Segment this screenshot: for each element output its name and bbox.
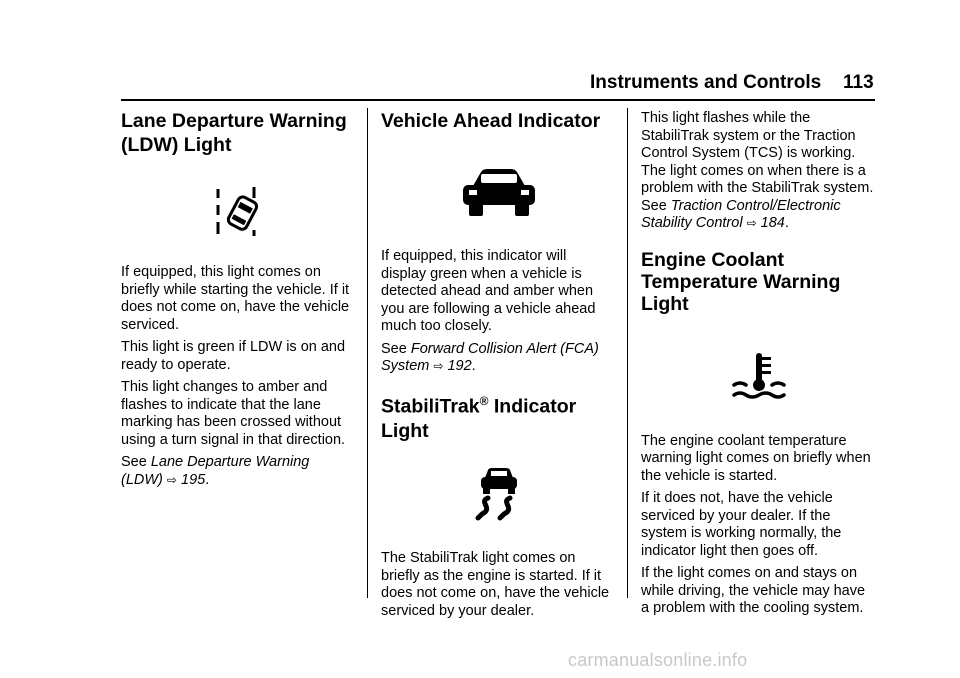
header-rule: [121, 99, 875, 101]
vehicle-ahead-icon: [459, 168, 539, 218]
text-line: using a turn signal in that direction.: [121, 431, 346, 448]
text-line: marking has been crossed without: [121, 414, 342, 430]
text-line: briefly while starting the vehicle. If it: [121, 281, 350, 298]
vehicle-ahead-see-reference: [381, 341, 616, 376]
column-divider: [627, 108, 628, 598]
stabilitrak-icon: [472, 466, 526, 524]
page-arrow-icon: ⇨: [166, 472, 177, 487]
heading-text: Indicator: [488, 395, 577, 417]
registered-mark: ®: [479, 393, 489, 408]
text-line: If equipped, this indicator will: [381, 248, 567, 264]
text-line: warning light comes on briefly when: [641, 450, 871, 466]
text-line: The StabiliTrak light comes on: [381, 550, 576, 566]
heading-text: StabiliTrak: [381, 395, 480, 417]
text-line: does not come on, have the vehicle: [381, 585, 610, 601]
text-line: display green when a vehicle is: [381, 265, 582, 282]
period: .: [205, 471, 210, 488]
text-line: serviced.: [121, 316, 180, 333]
text-line: If equipped, this light comes on: [121, 264, 321, 280]
page-reference[interactable]: 195: [181, 471, 206, 488]
heading-line: Light: [381, 420, 429, 442]
ldw-heading: [121, 110, 356, 156]
text-line: If it does not, have the vehicle: [641, 490, 833, 506]
page-number: 113: [843, 72, 874, 93]
lane-departure-icon: [209, 184, 269, 242]
ldw-see-reference: [121, 454, 356, 489]
ldw-para-2: [121, 339, 356, 374]
column-divider: [367, 108, 368, 598]
text-line: ready to operate.: [121, 356, 231, 373]
vehicle-ahead-heading: Vehicle Ahead Indicator: [381, 110, 601, 132]
page-arrow-icon: ⇨: [746, 216, 757, 230]
reference-link[interactable]: Forward Collision Alert (FCA): [410, 340, 599, 357]
reference-link[interactable]: Lane Departure Warning: [150, 454, 310, 470]
text-line: much too closely.: [381, 318, 492, 334]
text-line: detected ahead and amber when: [381, 283, 594, 299]
text-line: problem with the StabiliTrak system.: [641, 180, 874, 196]
text-line: the vehicle is started.: [641, 467, 778, 484]
stabilitrak-para: [381, 550, 616, 620]
heading-line: Engine Coolant: [641, 248, 784, 271]
text-line: This light is green if LDW is on and: [121, 339, 346, 355]
text-line: a problem with the cooling system.: [641, 600, 864, 616]
stabilitrak-flash-para: [641, 110, 876, 233]
text-line: If the light comes on and stays on: [641, 565, 858, 581]
coolant-temperature-icon: [732, 351, 786, 403]
heading-line: (LDW) Light: [121, 134, 232, 156]
heading-line: Light: [641, 292, 689, 315]
ldw-para-3: [121, 379, 356, 449]
heading-line: Temperature Warning: [641, 270, 841, 293]
page-reference[interactable]: 184: [760, 215, 785, 231]
text-line: The engine coolant temperature: [641, 432, 847, 449]
text-line: serviced by your dealer.: [381, 602, 535, 619]
text-line: you are following a vehicle ahead: [381, 300, 596, 317]
column-1: [121, 110, 356, 489]
see-label: See: [641, 197, 667, 214]
text-line: StabiliTrak system or the Traction: [641, 127, 856, 144]
column-2: [381, 110, 616, 620]
stabilitrak-heading: [381, 390, 616, 443]
period: .: [784, 215, 789, 231]
reference-link[interactable]: System: [381, 358, 430, 374]
column-3: [641, 110, 876, 618]
see-label: See: [121, 454, 147, 470]
text-line: This light changes to amber and: [121, 379, 328, 395]
text-line: briefly as the engine is started. If it: [381, 567, 602, 584]
coolant-para-2: [641, 490, 876, 560]
text-line: system is working normally, the: [641, 525, 842, 541]
text-line: indicator light then goes off.: [641, 542, 819, 559]
ldw-para-1: [121, 264, 356, 334]
text-line: serviced by your dealer. If the: [641, 507, 831, 524]
reference-link[interactable]: Stability Control: [641, 215, 743, 231]
watermark: carmanualsonline.info: [568, 650, 748, 670]
text-line: Control System (TCS) is working.: [641, 145, 856, 161]
text-line: This light flashes while the: [641, 110, 811, 126]
text-line: flashes to indicate that the lane: [121, 396, 321, 413]
coolant-heading: [641, 249, 876, 315]
vehicle-ahead-para-1: [381, 248, 616, 336]
heading-line: Lane Departure Warning: [121, 110, 347, 132]
see-label: See: [381, 340, 407, 357]
coolant-para-1: [641, 433, 876, 486]
period: .: [471, 358, 476, 374]
section-title: Instruments and Controls: [590, 72, 822, 93]
page-reference[interactable]: 192: [447, 358, 472, 374]
reference-link[interactable]: Traction Control/Electronic: [670, 197, 841, 214]
text-line: while driving, the vehicle may have: [641, 582, 866, 599]
page-arrow-icon: ⇨: [433, 359, 444, 373]
coolant-para-3: [641, 565, 876, 618]
text-line: The light comes on when there is a: [641, 162, 866, 179]
reference-link[interactable]: (LDW): [121, 471, 163, 488]
text-line: does not come on, have the vehicle: [121, 299, 350, 315]
